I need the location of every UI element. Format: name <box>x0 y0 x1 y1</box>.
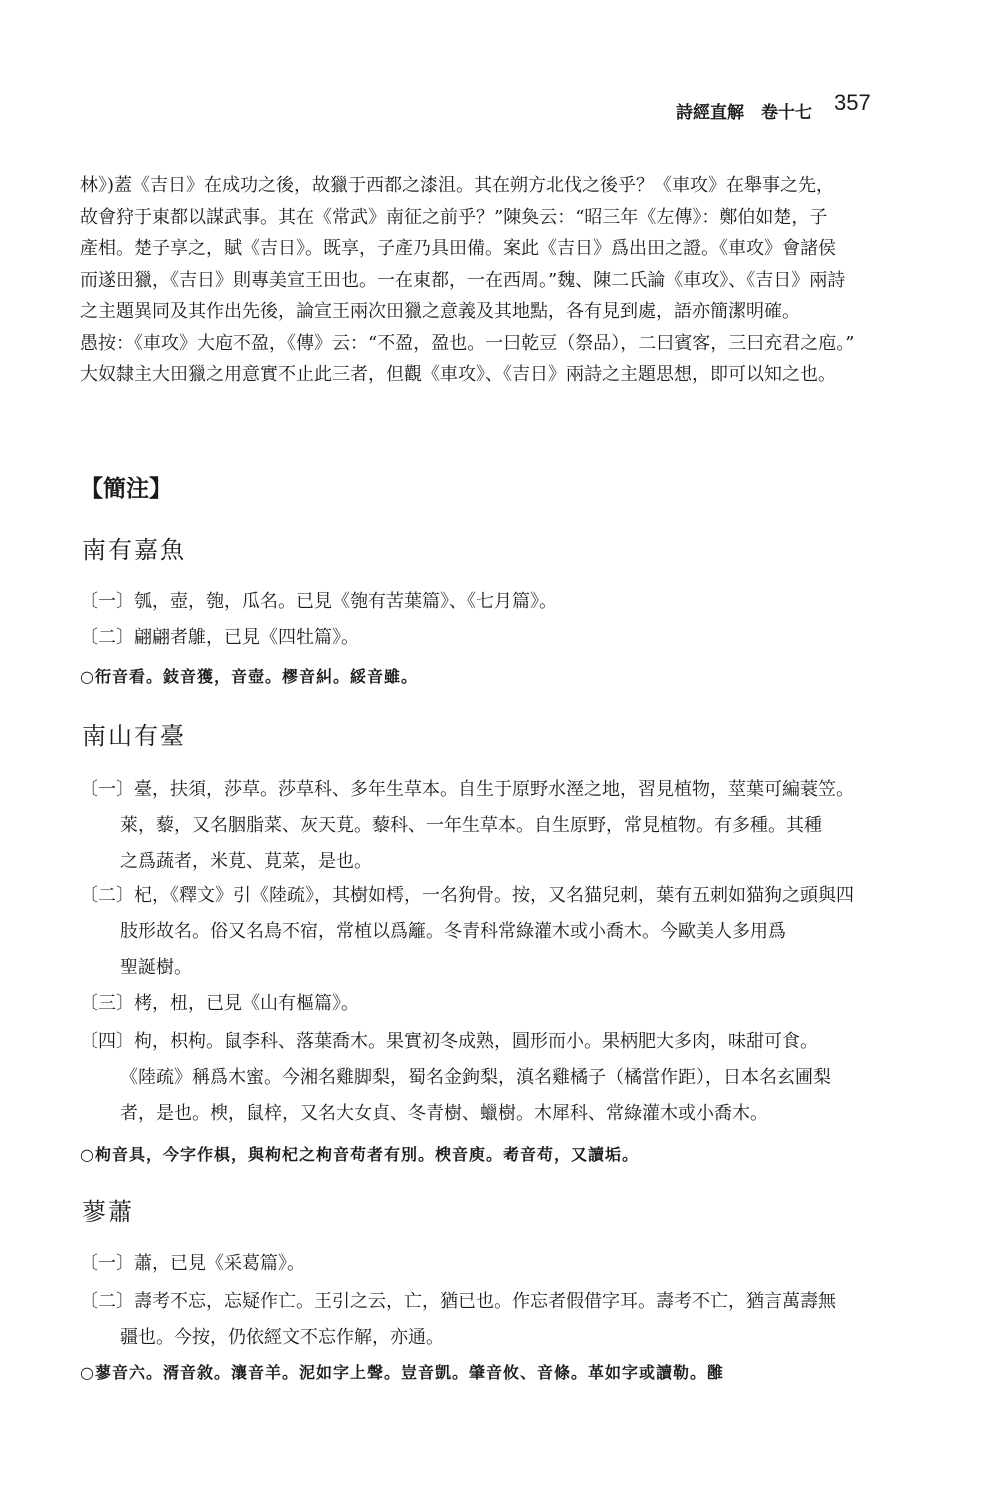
note-item <box>80 620 359 656</box>
note-line: 〔二〕杞，《釋文》引《陸疏》，其樹如樗，一名狗骨。按，又名猫兒刺，葉有五刺如猫狗之頭與四 <box>80 885 854 906</box>
note-line: 〔二〕翩翩者鵻，已見《四牡篇》。 <box>80 627 359 648</box>
note-line: 萊，藜，又名胭脂菜、灰天莧。藜科、一年生草本。自生原野，常見植物。有多種。其種 <box>120 815 822 836</box>
poem-title: 南山有臺 <box>82 722 186 750</box>
note-line: 〔一〕瓠，壺，匏，瓜名。已見《匏有苦葉篇》、《七月篇》。 <box>80 591 557 612</box>
text-line: 愚按：《車攻》大庖不盈，《傳》云：“不盈，盈也。一曰乾豆（祭品），二曰賓客，三曰充君之庖。” <box>80 332 855 354</box>
running-title: 詩經直解 卷十七 <box>676 103 812 123</box>
text-line: 而遂田獵，《吉日》則專美宣王田也。一在東都，一在西周。”魏、陳二氏論《車攻》、《吉日》兩詩 <box>80 269 846 291</box>
note-line: 〔一〕蕭，已見《采葛篇》。 <box>80 1253 305 1274</box>
pronunciation-note: ○衎音看。鈘音獲，音壺。樛音糾。綏音雖。 <box>80 667 418 686</box>
note-item <box>80 878 854 986</box>
note-line: 《陸疏》稱爲木蜜。今湘名雞脚梨，蜀名金鉤梨，滇名雞橘子（橘當作距），日本名玄圃梨 <box>120 1067 831 1088</box>
note-line: 之爲蔬者，米莧、莧菜，是也。 <box>120 851 372 872</box>
pronunciation-note: ○枸音具，今字作椇，與枸杞之枸音苟者有別。楰音庾。耇音苟，又讀垢。 <box>80 1145 639 1164</box>
poem-title: 南有嘉魚 <box>82 536 186 564</box>
note-line: 者，是也。楰，鼠梓，又名大女貞、冬青樹、蠟樹。木犀科、常綠灌木或小喬木。 <box>120 1103 768 1124</box>
text-line: 產相。楚子享之，賦《吉日》。既享，子產乃具田備。案此《吉日》爲出田之證。《車攻》會諸侯 <box>80 238 836 259</box>
text-line: 之主題異同及其作出先後，論宣王兩次田獵之意義及其地點，各有見到處，語亦簡潔明確。 <box>80 301 800 322</box>
note-line: 肢形故名。俗又名鳥不宿，常植以爲籬。冬青科常綠灌木或小喬木。今歐美人多用爲 <box>120 921 786 942</box>
note-line: 聖誕樹。 <box>120 957 192 978</box>
note-item <box>80 1246 305 1282</box>
poem-title: 蓼蕭 <box>82 1198 134 1226</box>
note-line: 〔一〕臺，扶須，莎草。莎草科、多年生草本。自生于原野水溼之地，習見植物，莖葉可編蓑笠。 <box>80 779 854 800</box>
note-line: 〔四〕枸，枳枸。鼠李科、落葉喬木。果實初冬成熟，圓形而小。果柄肥大多肉，味甜可食。 <box>80 1031 818 1052</box>
page-number: 357 <box>834 90 871 115</box>
text-line: 大奴隸主大田獵之用意實不止此三者，但觀《車攻》、《吉日》兩詩之主題思想，即可以知之也。 <box>80 364 836 385</box>
text-line: 故會狩于東都以謀武事。其在《常武》南征之前乎？”陳奐云：“昭三年《左傳》：鄭伯如楚，子 <box>80 206 828 228</box>
text-line: 林》)蓋《吉日》在成功之後，故獵于西都之漆沮。其在朔方北伐之後乎？《車攻》在舉事之先， <box>80 175 835 196</box>
note-item <box>80 1284 836 1356</box>
note-item <box>80 1024 831 1132</box>
note-item <box>80 584 557 620</box>
page-header <box>676 90 896 122</box>
pronunciation-note: ○蓼音六。湑音敘。瀼音羊。泥如字上聲。豈音凱。肇音攸、音條。革如字或讀勒。雝 <box>80 1363 724 1382</box>
section-heading: 【簡注】 <box>80 476 172 502</box>
note-item <box>80 772 854 880</box>
note-item <box>80 986 359 1022</box>
intro-paragraph <box>80 170 910 391</box>
note-line: 〔三〕栲，杻，已見《山有樞篇》。 <box>80 993 359 1014</box>
note-line: 疆也。今按，仍依經文不忘作解，亦通。 <box>120 1327 444 1348</box>
note-line: 〔二〕壽考不忘，忘疑作亡。王引之云，亡，猶已也。作忘者假借字耳。壽考不亡，猶言萬壽無 <box>80 1291 836 1312</box>
